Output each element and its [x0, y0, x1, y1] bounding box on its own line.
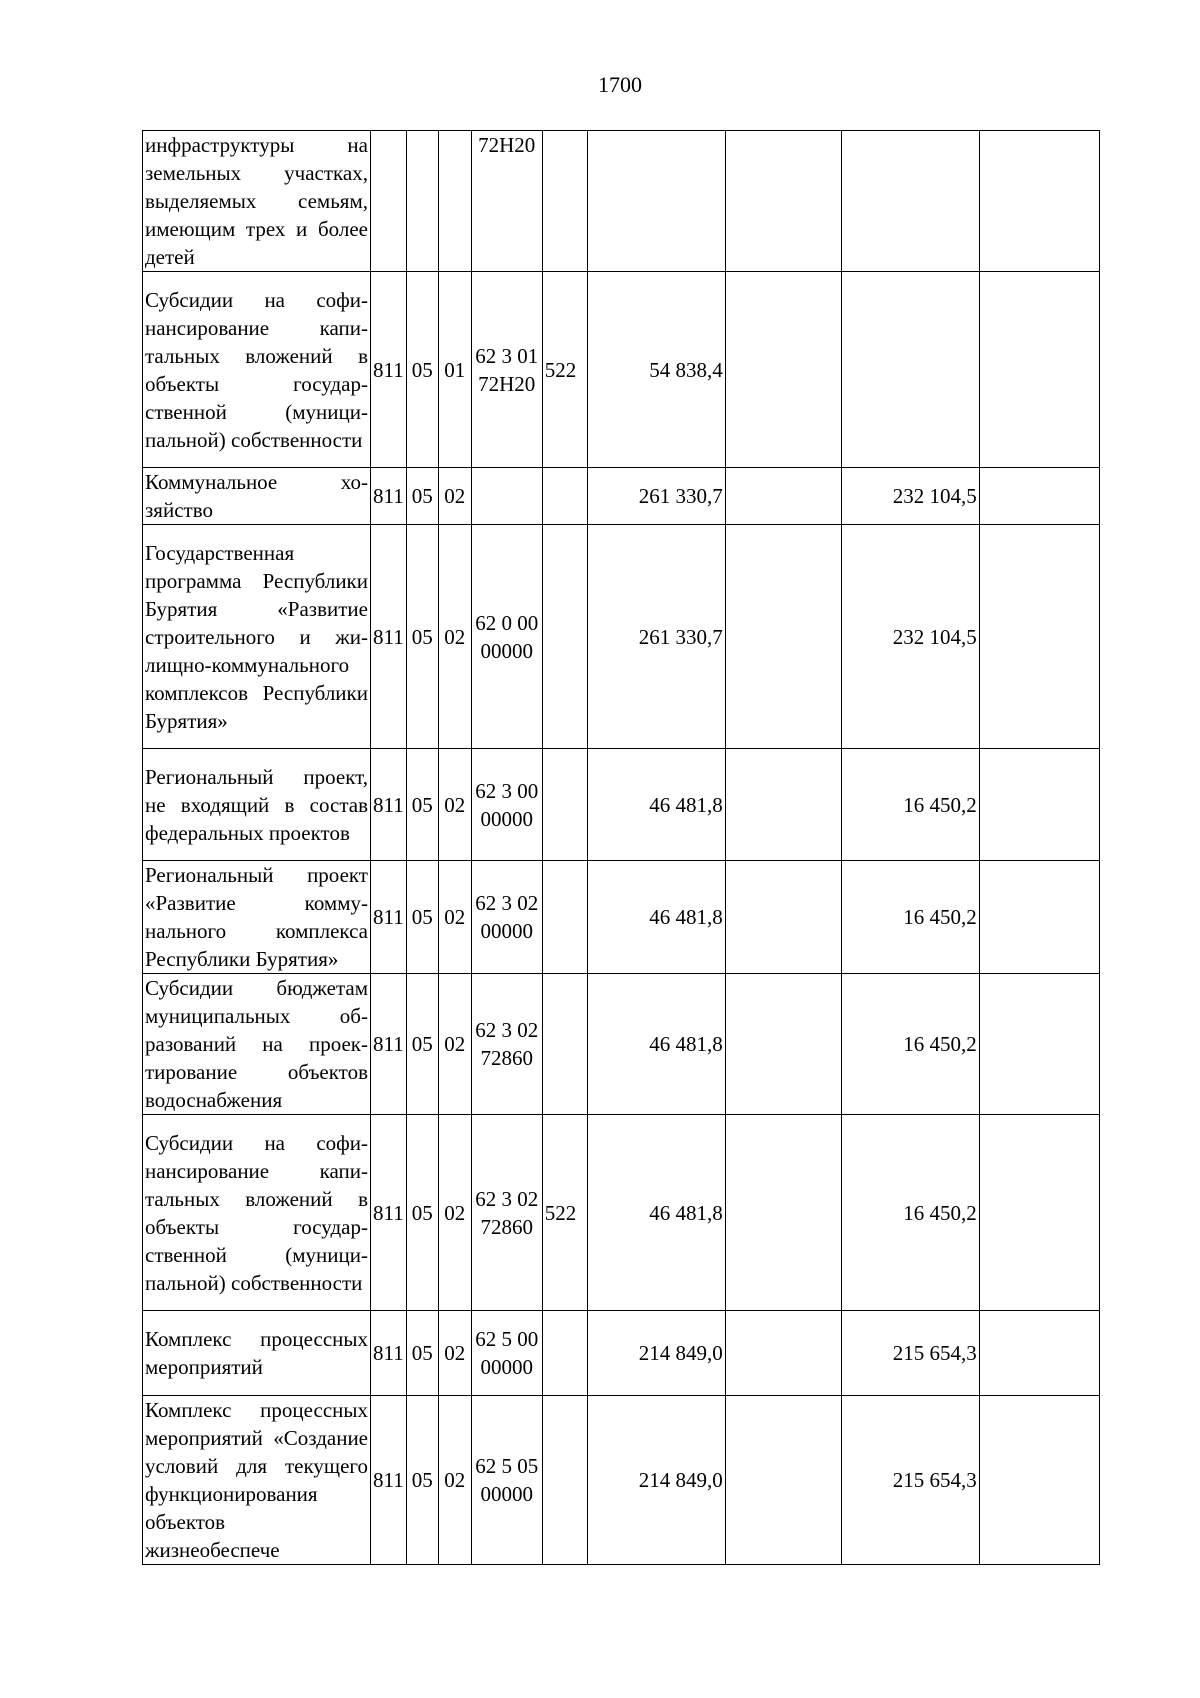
row-amount-4 [979, 131, 1099, 272]
row-expense-type [542, 1396, 587, 1565]
table-row [143, 1115, 1100, 1311]
row-grbs-code [371, 131, 407, 272]
row-amount-4 [979, 525, 1099, 749]
row-amount-2 [725, 131, 841, 272]
row-grbs-code: 811 [371, 468, 407, 525]
row-amount-1 [587, 131, 725, 272]
row-grbs-code: 811 [371, 1115, 407, 1311]
row-target-article: 62 3 02 00000 [471, 861, 542, 974]
row-section-code: 05 [406, 1311, 438, 1396]
row-amount-3: 215 654,3 [841, 1396, 979, 1565]
row-subsection-code: 02 [438, 861, 471, 974]
row-amount-3: 232 104,5 [841, 525, 979, 749]
row-amount-4 [979, 1311, 1099, 1396]
row-subsection-code: 02 [438, 468, 471, 525]
row-amount-4 [979, 272, 1099, 468]
table-row [143, 1311, 1100, 1396]
row-amount-2 [725, 468, 841, 525]
row-amount-1: 261 330,7 [587, 525, 725, 749]
row-subsection-code: 02 [438, 974, 471, 1115]
row-grbs-code: 811 [371, 1311, 407, 1396]
row-expense-type [542, 525, 587, 749]
row-target-article: 62 0 00 00000 [471, 525, 542, 749]
row-section-code: 05 [406, 1396, 438, 1565]
table-row [143, 1396, 1100, 1565]
row-amount-2 [725, 525, 841, 749]
row-name: Государственная программа Республики Бурятия «Развитие строительного и жилищно-коммунального комплексов Республики Бурятия» [143, 525, 371, 749]
row-section-code: 05 [406, 861, 438, 974]
row-amount-4 [979, 1115, 1099, 1311]
row-target-article: 62 3 01 72H20 [471, 272, 542, 468]
row-name: Комплекс процессных мероприятий «Создание условий для текущего функционирования объектов жизнеобеспече [143, 1396, 371, 1565]
row-amount-3: 16 450,2 [841, 974, 979, 1115]
row-expense-type [542, 468, 587, 525]
row-name: Региональный проект «Развитие коммунального комплекса Республики Бурятия» [143, 861, 371, 974]
row-grbs-code: 811 [371, 272, 407, 468]
table-row [143, 272, 1100, 468]
row-amount-3: 16 450,2 [841, 861, 979, 974]
row-amount-1: 214 849,0 [587, 1311, 725, 1396]
row-amount-3 [841, 272, 979, 468]
table-row [143, 468, 1100, 525]
row-amount-2 [725, 749, 841, 861]
row-subsection-code: 02 [438, 1396, 471, 1565]
row-amount-1: 46 481,8 [587, 861, 725, 974]
row-amount-1: 46 481,8 [587, 1115, 725, 1311]
row-target-article: 72H20 [471, 131, 542, 272]
row-section-code: 05 [406, 272, 438, 468]
row-expense-type [542, 974, 587, 1115]
row-amount-3: 16 450,2 [841, 749, 979, 861]
row-amount-1: 46 481,8 [587, 749, 725, 861]
row-amount-3: 215 654,3 [841, 1311, 979, 1396]
row-expense-type [542, 861, 587, 974]
row-subsection-code: 02 [438, 749, 471, 861]
row-amount-1: 54 838,4 [587, 272, 725, 468]
row-target-article: 62 3 02 72860 [471, 974, 542, 1115]
row-amount-1: 261 330,7 [587, 468, 725, 525]
row-section-code [406, 131, 438, 272]
row-amount-4 [979, 861, 1099, 974]
row-grbs-code: 811 [371, 1396, 407, 1565]
row-amount-2 [725, 1115, 841, 1311]
table-row [143, 131, 1100, 272]
row-section-code: 05 [406, 525, 438, 749]
row-amount-2 [725, 1311, 841, 1396]
row-expense-type [542, 1311, 587, 1396]
row-grbs-code: 811 [371, 861, 407, 974]
row-expense-type [542, 749, 587, 861]
row-expense-type: 522 [542, 272, 587, 468]
row-section-code: 05 [406, 974, 438, 1115]
row-grbs-code: 811 [371, 974, 407, 1115]
row-amount-3: 16 450,2 [841, 1115, 979, 1311]
page-number: 1700 [598, 72, 642, 97]
table-row [143, 974, 1100, 1115]
row-section-code: 05 [406, 749, 438, 861]
row-amount-4 [979, 974, 1099, 1115]
row-target-article: 62 5 05 00000 [471, 1396, 542, 1565]
row-amount-4 [979, 749, 1099, 861]
row-name: Комплекс процессных мероприятий [143, 1311, 371, 1396]
row-amount-4 [979, 1396, 1099, 1565]
row-subsection-code: 02 [438, 1115, 471, 1311]
row-target-article: 62 3 00 00000 [471, 749, 542, 861]
table-row [143, 749, 1100, 861]
row-subsection-code [438, 131, 471, 272]
table-row [143, 861, 1100, 974]
row-name: Региональный проект, не входящий в состав федеральных проектов [143, 749, 371, 861]
row-amount-2 [725, 861, 841, 974]
row-amount-2 [725, 1396, 841, 1565]
row-amount-2 [725, 974, 841, 1115]
row-amount-2 [725, 272, 841, 468]
table-row [143, 525, 1100, 749]
row-subsection-code: 01 [438, 272, 471, 468]
row-subsection-code: 02 [438, 525, 471, 749]
row-section-code: 05 [406, 468, 438, 525]
row-target-article: 62 3 02 72860 [471, 1115, 542, 1311]
row-name: Коммунальное хозяйство [143, 468, 371, 525]
row-section-code: 05 [406, 1115, 438, 1311]
row-name: Субсидии на софинансирование капитальных вложений в объекты государственной (муниципальной) собственности [143, 1115, 371, 1311]
row-subsection-code: 02 [438, 1311, 471, 1396]
row-expense-type [542, 131, 587, 272]
row-name: Субсидии на софинансирование капитальных вложений в объекты государственной (муниципальной) собственности [143, 272, 371, 468]
row-grbs-code: 811 [371, 749, 407, 861]
row-target-article: 62 5 00 00000 [471, 1311, 542, 1396]
row-grbs-code: 811 [371, 525, 407, 749]
row-amount-3 [841, 131, 979, 272]
row-amount-4 [979, 468, 1099, 525]
row-target-article [471, 468, 542, 525]
budget-table [142, 130, 1100, 1565]
row-amount-1: 214 849,0 [587, 1396, 725, 1565]
row-expense-type: 522 [542, 1115, 587, 1311]
row-amount-3: 232 104,5 [841, 468, 979, 525]
row-name: инфраструктуры на земельных участках, выделяемых семьям, имеющим трех и более детей [143, 131, 371, 272]
row-amount-1: 46 481,8 [587, 974, 725, 1115]
row-name: Субсидии бюджетам муниципальных образований на проектирование объектов водоснабжения [143, 974, 371, 1115]
